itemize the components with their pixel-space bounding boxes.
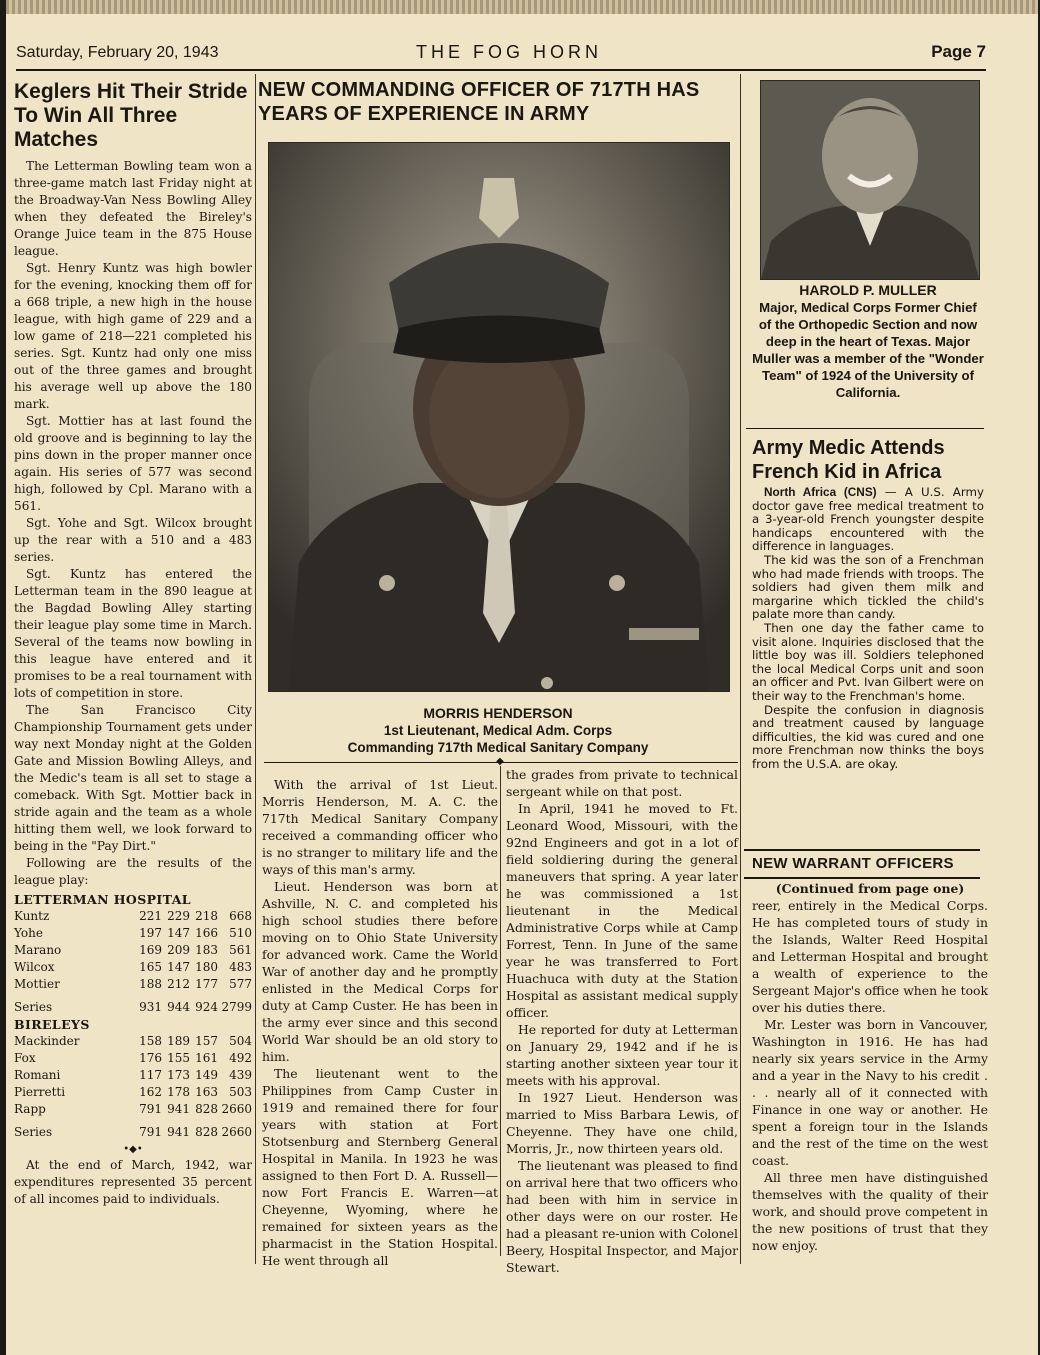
bowling-article	[14, 158, 252, 1208]
main-col2-body	[506, 766, 738, 1276]
medic-paragraph: Then one day the father came to visit alone. Inquiries disclosed that the little boy was ill. Soldiers telephoned the local Medical Corps unit and soon an officer and Pvt. Ivan Gilbert were on their way to the Frenchman's home.	[752, 620, 984, 703]
score-cell: 178	[167, 1085, 190, 1099]
medic-dateline: North Africa (CNS)	[764, 485, 877, 499]
score-cell: 155	[167, 1051, 190, 1065]
score-cell: 503	[229, 1085, 252, 1099]
binding-edge	[6, 0, 1038, 14]
score-cell: 791	[139, 1102, 162, 1116]
bowling-paragraph: Sgt. Mottier has at last found the old groove and is beginning to lay the pins down in the proper manner once again. His series of 577 was second high, followed by Cpl. Marano with a 561.	[14, 414, 252, 513]
main-story-col1	[262, 776, 498, 1269]
team-name: LETTERMAN HOSPITAL	[14, 892, 191, 907]
medic-article	[752, 486, 984, 771]
score-row	[14, 908, 252, 925]
score-table	[14, 908, 252, 1016]
score-cell: 165	[139, 960, 162, 974]
bowler-name: Mackinder	[14, 1034, 80, 1048]
warrant-article	[752, 880, 988, 1254]
main-col1-body	[262, 776, 498, 1269]
medic-headline: Army Medic Attends French Kid in Africa	[752, 437, 945, 483]
bowling-paragraph: The Letterman Bowling team won a three-game match last Friday night at the Broadway-Van Ness Bowling Alley when they defeated the Bireley's Orange Juice team in the 875 House league.	[14, 159, 252, 258]
war-note: At the end of March, 1942, war expenditures represented 35 percent of all incomes paid to individuals.	[14, 1158, 252, 1206]
henderson-caption	[268, 705, 728, 756]
caption-ornament: ◆	[496, 756, 504, 767]
score-row	[14, 1101, 252, 1118]
warrant-paragraph: All three men have distinguished themselves with the quality of their work, and should prove competent in the new positions of trust that they now enjoy.	[752, 1170, 988, 1253]
warrant-headline: NEW WARRANT OFFICERS	[752, 855, 954, 872]
score-table	[14, 1033, 252, 1141]
score-row	[14, 1084, 252, 1101]
story-paragraph: He reported for duty at Letterman on January 29, 1942 and if he is starting another sixteen year tour it meets with his approval.	[506, 1022, 738, 1088]
score-cell: 163	[195, 1085, 218, 1099]
bowling-body	[14, 158, 252, 889]
score-cell: 668	[229, 909, 252, 923]
bowler-name: Rapp	[14, 1102, 46, 1116]
main-headline: NEW COMMANDING OFFICER OF 717TH HAS YEARS OF EXPERIENCE IN ARMY	[258, 79, 700, 125]
medic-paragraph: The kid was the son of a Frenchman who had made friends with troops. The soldiers had given them milk and margarine which tickled the child's palate more than candy.	[752, 552, 984, 622]
story-paragraph: In 1927 Lieut. Henderson was married to Miss Barbara Lewis, of Cheyenne. They have one child, Morris, Jr., now thirteen years old.	[506, 1090, 738, 1156]
bowler-name: Kuntz	[14, 909, 50, 923]
score-cell: 161	[195, 1051, 218, 1065]
score-cell: 197	[139, 926, 162, 940]
bowling-paragraph: Sgt. Kuntz has entered the Letterman team in the 890 league at the Bagdad Bowling Alley starting their league play some time in March. Several of the teams now bowling in this league have entered and it promises to be a real tournament with lots of competition in store.	[14, 567, 252, 700]
bowler-name: Pierretti	[14, 1085, 66, 1099]
score-row	[14, 1118, 252, 1141]
bowling-paragraph: Sgt. Yohe and Sgt. Wilcox brought up the rear with a 510 and a 483 series.	[14, 516, 252, 564]
newspaper-page	[6, 0, 1038, 1355]
score-row	[14, 993, 252, 1016]
story-paragraph: With the arrival of 1st Lieut. Morris Henderson, M. A. C. the 717th Medical Sanitary Company received a commanding officer who is no stranger to military life and the ways of this man's army.	[262, 777, 498, 877]
bowler-name: Wilcox	[14, 960, 55, 974]
score-cell: 931	[139, 1000, 162, 1014]
story-paragraph: In April, 1941 he moved to Ft. Leonard Wood, Missouri, with the 92nd Engineers and got in a lot of field soldiering during the general maneuvers that spring. A year later he was commissioned a 1st lieutenant in the Medical Administrative Corps while at Camp Forrest, Tenn. In June of the same year he was transferred to Fort Huachuca with duty at the Station Hospital as assistant medical supply officer.	[506, 801, 738, 1020]
page-number: Page 7	[931, 42, 986, 61]
muller-name: HAROLD P. MULLER	[799, 282, 937, 298]
score-cell: 941	[167, 1125, 190, 1139]
score-cell: 218	[195, 909, 218, 923]
score-cell: 212	[167, 977, 190, 991]
bowling-scores	[14, 891, 252, 1141]
paper-title: THE FOG HORN	[416, 42, 602, 62]
score-cell: 561	[229, 943, 252, 957]
story-paragraph: Lieut. Henderson was born at Ashville, N. C. and completed his high school studies there before moving on to Ohio State University for advanced work. Came the World War of another day and he promptly enlisted in the Medical Corps for duty at Camp Custer. He has been in the army ever since and this second World War should be an old story to him.	[262, 879, 498, 1064]
bowling-paragraph: Sgt. Henry Kuntz was high bowler for the evening, knocking them off for a 668 triple, a new high in the house league, with high game of 229 and a low game of 218—221 completed his series. Sgt. Kuntz had only one miss out of the three games and brought his average well up above the 180 mark.	[14, 261, 252, 411]
score-row	[14, 976, 252, 993]
bowler-name: Marano	[14, 943, 62, 957]
score-cell: 483	[229, 960, 252, 974]
ornament-divider: •◆•	[123, 1144, 143, 1155]
muller-description: Major, Medical Corps Former Chief of the Orthopedic Section and now deep in the heart of Texas. Major Muller was a member of the "Wonder Team" of 1924 of the University of California.	[752, 300, 984, 400]
warrant-paragraph: Mr. Lester was born in Vancouver, Washington in 1916. He has had nearly six years service in the Army and a year in the Navy to his credit . . . nearly all of it connected with Finance in one way or another. He spent a foreign tour in the Islands and the rest of the time on the west coast.	[752, 1017, 988, 1168]
warrant-body	[752, 897, 988, 1254]
score-row	[14, 1067, 252, 1084]
story-paragraph: The lieutenant went to the Philippines from Camp Custer in 1919 and remained there for four years with station at Fort Stotsenburg and Sternberg General Hospital in Manila. In 1923 he was assigned to then Fort D. A. Russell—now Fort Francis E. Warren—at Cheyenne, Wyoming, where he remained for sixteen years as the pharmacist in the Station Hospital. He went through all	[262, 1066, 498, 1268]
column-rule	[500, 766, 501, 1256]
score-cell: 147	[167, 960, 190, 974]
warrant-headline-box	[744, 849, 980, 879]
bowler-name: Mottier	[14, 977, 60, 991]
score-cell: 188	[139, 977, 162, 991]
column-rule	[740, 74, 741, 1264]
medic-lead: — A U.S. Army doctor gave free medical treatment to a 3-year-old French youngster despite handicaps encountered with the difference in languages.	[752, 485, 984, 554]
caption-command: Commanding 717th Medical Sanitary Company	[347, 740, 649, 755]
bowler-name: Fox	[14, 1051, 36, 1065]
muller-rule	[746, 428, 984, 429]
warrant-paragraph: reer, entirely in the Medical Corps. He has completed tours of study in the Islands, Walter Reed Hospital and Letterman Hospital and brought a wealth of experience to the Sergeant Major's office when he took over his duties there.	[752, 898, 988, 1015]
medic-paragraph: Despite the confusion in diagnosis and treatment caused by language difficulties, the kid was cured and one more Frenchman now thinks the boys from the U.S.A. are okay.	[752, 702, 984, 771]
score-cell: 147	[167, 926, 190, 940]
score-cell: 189	[167, 1034, 190, 1048]
score-cell: 510	[229, 926, 252, 940]
score-row	[14, 942, 252, 959]
score-cell: 577	[229, 977, 252, 991]
score-cell: 173	[167, 1068, 190, 1082]
score-cell: 169	[139, 943, 162, 957]
column-rule	[255, 74, 256, 1264]
score-cell: 924	[195, 1000, 218, 1014]
bowler-name: Romani	[14, 1068, 61, 1082]
bowler-name: Yohe	[14, 926, 43, 940]
score-row	[14, 1033, 252, 1050]
score-cell: 229	[167, 909, 190, 923]
score-cell: 158	[139, 1034, 162, 1048]
bowling-paragraph: The San Francisco City Championship Tournament gets under way next Monday night at the Golden Gate and Mission Bowling Alleys, and the Medic's team is all set to stage a comeback. With Sgt. Mottier back in stride again and the team as a whole hitting them well, we look forward to being in the "Pay Dirt."	[14, 703, 252, 853]
score-cell: 177	[195, 977, 218, 991]
score-cell: 941	[167, 1102, 190, 1116]
officer-portrait-icon	[269, 143, 729, 691]
main-story-col2	[506, 766, 738, 1276]
muller-caption	[752, 282, 984, 401]
score-cell: 2799	[221, 1000, 252, 1014]
bowling-paragraph: Following are the results of the league play:	[14, 856, 252, 887]
score-cell: 828	[195, 1102, 218, 1116]
score-cell: 209	[167, 943, 190, 957]
score-cell: 828	[195, 1125, 218, 1139]
score-row	[14, 959, 252, 976]
portrait-icon	[761, 81, 979, 279]
score-cell: 439	[229, 1068, 252, 1082]
masthead-rule	[16, 69, 986, 71]
masthead	[16, 40, 986, 68]
story-paragraph: The lieutenant was pleased to find on arrival here that two officers who had been with him in service in other days were on our roster. He had a pleasant re-union with Colonel Beery, Hospital Inspector, and Major Stewart.	[506, 1158, 738, 1275]
warrant-continued: (Continued from page one)	[775, 881, 965, 896]
score-cell: 2660	[221, 1102, 252, 1116]
score-cell: 944	[167, 1000, 190, 1014]
score-cell: 221	[139, 909, 162, 923]
issue-date: Saturday, February 20, 1943	[16, 44, 219, 61]
score-cell: 166	[195, 926, 218, 940]
caption-rank: 1st Lieutenant, Medical Adm. Corps	[383, 723, 613, 738]
muller-photo	[760, 80, 980, 280]
score-row	[14, 925, 252, 942]
score-cell: 492	[229, 1051, 252, 1065]
score-cell: 117	[139, 1068, 162, 1082]
team-name: BIRELEYS	[14, 1017, 90, 1032]
score-row	[14, 1050, 252, 1067]
score-cell: 183	[195, 943, 218, 957]
score-cell: 149	[195, 1068, 218, 1082]
score-cell: 504	[229, 1034, 252, 1048]
bowler-name: Series	[14, 1125, 53, 1139]
score-cell: 162	[139, 1085, 162, 1099]
henderson-photo	[268, 142, 730, 692]
bowler-name: Series	[14, 1000, 53, 1014]
caption-name: MORRIS HENDERSON	[423, 705, 573, 721]
score-cell: 157	[195, 1034, 218, 1048]
story-paragraph: the grades from private to technical sergeant while on that post.	[506, 767, 738, 799]
bowling-headline: Keglers Hit Their Stride To Win All Three Matches	[14, 80, 248, 151]
score-cell: 791	[139, 1125, 162, 1139]
score-cell: 176	[139, 1051, 162, 1065]
score-cell: 180	[195, 960, 218, 974]
score-cell: 2660	[221, 1125, 252, 1139]
